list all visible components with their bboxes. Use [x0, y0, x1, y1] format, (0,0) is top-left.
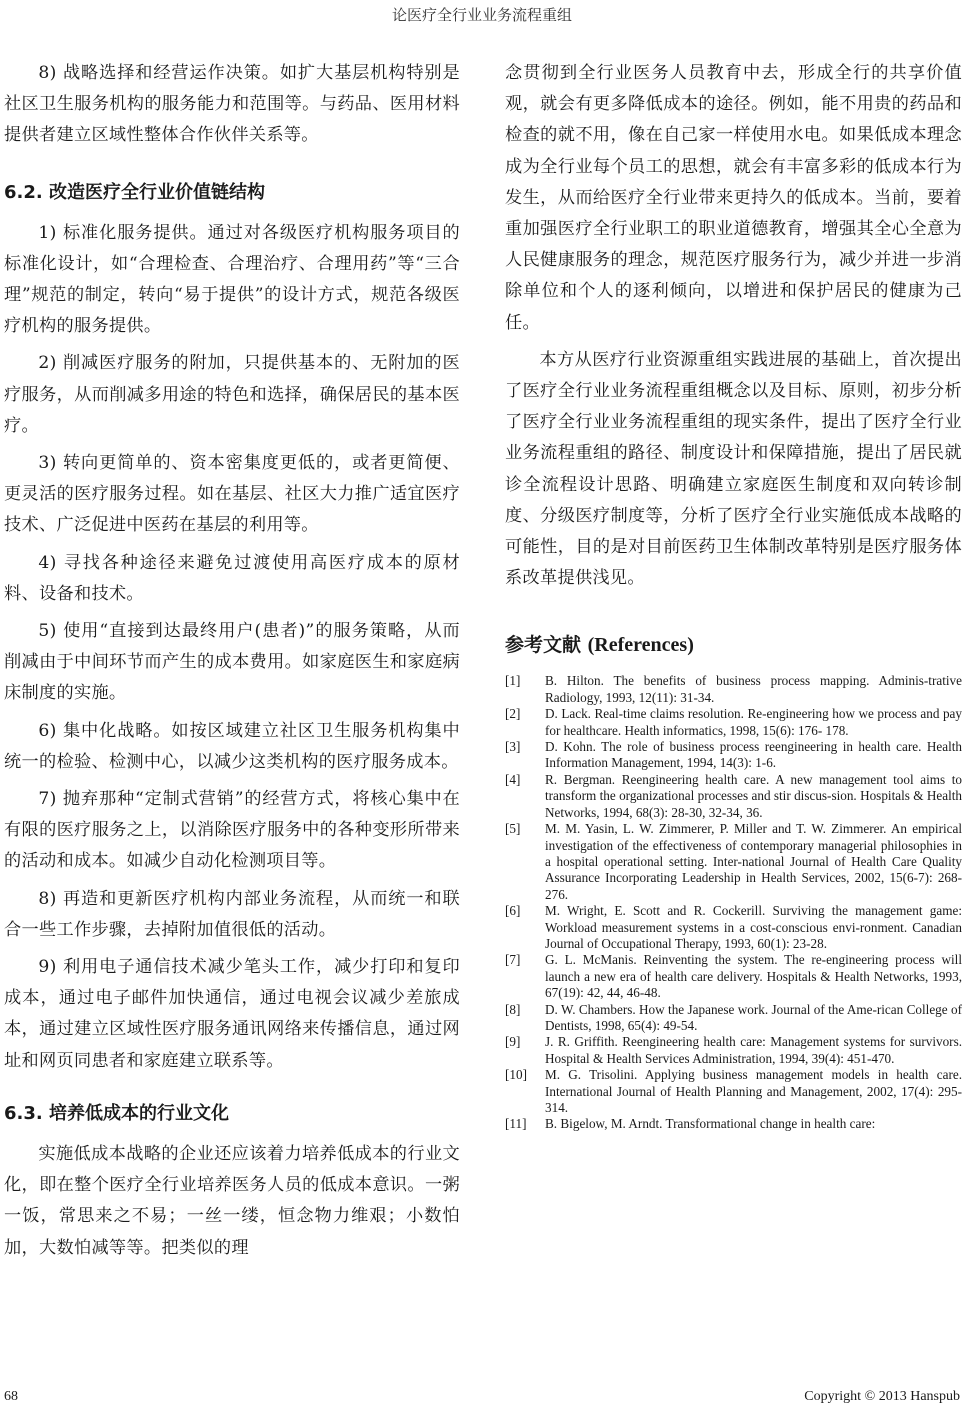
paragraph-conclusion: 本方从医疗行业资源重组实践进展的基础上，首次提出了医疗全行业业务流程重组概念以及目标、原则，初步分析了医疗全行业业务流程重组的现实条件，提出了医疗全行业业务流程重组的路径、制度设计和保障措施，提出了居民就诊全流程设计思路、明确建立家庭医生制度和双向转诊制度、分级医疗制度等，分析了医疗全行业实施低成本战略的可能性，目的是对目前医药卫生体制改革特别是医疗服务体系改革提供浅见。	[505, 349, 962, 589]
reference-number: [5]	[505, 821, 521, 837]
copyright-notice: Copyright © 2013 Hanspub	[804, 1389, 960, 1404]
reference-item	[505, 952, 962, 1001]
references-heading	[505, 630, 962, 657]
list-item: 9) 利用电子通信技术减少笔头工作，减少打印和复印成本，通过电子邮件加快通信，通过电视会议减少差旅成本，通过建立区域性医疗服务通讯网络来传播信息，通过网址和网页同患者和家庭建立联系等。	[4, 957, 460, 1071]
list-item: 2) 削减医疗服务的附加，只提供基本的、无附加的医疗服务，从而削减多用途的特色和选择，确保居民的基本医疗。	[4, 353, 460, 436]
reference-list	[505, 673, 962, 1132]
left-column	[4, 58, 460, 1264]
reference-number: [11]	[505, 1116, 527, 1132]
reference-item	[505, 1116, 962, 1132]
running-header: 论医疗全行业业务流程重组	[391, 6, 572, 24]
reference-text: D. Lack. Real-time claims resolution. Re-engineering how we process and pay for healthcare. Health informatics, 1998, 15(6): 176- 178.	[545, 706, 962, 738]
list-item: 6) 集中化战略。如按区域建立社区卫生服务机构集中统一的检验、检测中心，以减少这类机构的医疗服务成本。	[4, 720, 460, 772]
reference-number: [9]	[505, 1034, 521, 1050]
reference-number: [6]	[505, 903, 521, 919]
section-heading-6-2: 6.2. 改造医疗全行业价值链结构	[4, 181, 265, 203]
reference-number: [10]	[505, 1067, 527, 1083]
page-number: 68	[4, 1389, 18, 1404]
reference-text: M. G. Trisolini. Applying business management models in health care. International Journal of Health Planning and Management, 2002, 17(4): 295-314.	[545, 1067, 962, 1116]
reference-item	[505, 772, 962, 821]
paragraph-intro: 8) 战略选择和经营运作决策。如扩大基层机构特别是社区卫生服务机构的服务能力和范围等。与药品、医用材料提供者建立区域性整体合作伙伴关系等。	[4, 63, 460, 146]
list-item: 1) 标准化服务提供。通过对各级医疗机构服务项目的标准化设计，如“合理检查、合理治疗、合理用药”等“三合理”规范的制定，转向“易于提供”的设计方式，规范各级医疗机构的服务提供。	[4, 222, 460, 337]
reference-item	[505, 1067, 962, 1116]
paragraph-continued: 念贯彻到全行业医务人员教育中去，形成全行的共享价值观，就会有更多降低成本的途径。例如，能不用贵的药品和检查的就不用，像在自己家一样使用水电。如果低成本理念成为全行业每个员工的思想，就会有丰富多彩的低成本行为发生，从而给医疗全行业带来更持久的低成本。当前，要着重加强医疗全行业职工的职业道德教育，增强其全心全意为人民健康服务的理念，规范医疗服务行为，减少并进一步消除单位和个人的逐利倾向，以增进和保护居民的健康为己任。	[505, 63, 962, 333]
references-heading-en: (References)	[587, 634, 694, 657]
reference-text: M. M. Yasin, L. W. Zimmerer, P. Miller and T. W. Zimmerer. An empirical investigation of the effectiveness of contemporary managerial philosophies in a hospital operational setting. Inter-national Journal of Health Care Quality Assurance Incorporating Leadership in Health Services, 2002, 15(6-7): 268-276.	[545, 821, 962, 902]
list-item: 4) 寻找各种途径来避免过渡使用高医疗成本的原材料、设备和技术。	[4, 552, 460, 604]
reference-item	[505, 821, 962, 903]
section-heading-6-3: 6.3. 培养低成本的行业文化	[4, 1102, 229, 1124]
reference-text: J. R. Griffith. Reengineering health care: Management systems for survivors. Hospital & Health Services Administration, 1994, 39(4): 451-470.	[545, 1034, 962, 1066]
right-column	[505, 58, 962, 1133]
reference-number: [4]	[505, 771, 521, 787]
reference-text: D. W. Chambers. How the Japanese work. Journal of the Ame-rican College of Dentists, 1998, 65(4): 49-54.	[545, 1001, 962, 1033]
reference-item	[505, 706, 962, 739]
reference-text: G. L. McManis. Reinventing the system. The re-engineering process will launch a new era of health care delivery. Hospitals & Health Networks, 1993, 67(19): 42, 44, 46-48.	[545, 952, 962, 1001]
reference-item	[505, 1034, 962, 1067]
reference-number: [1]	[505, 673, 521, 689]
reference-item	[505, 903, 962, 952]
reference-number: [8]	[505, 1001, 521, 1017]
reference-text: B. Hilton. The benefits of business process mapping. Adminis-trative Radiology, 1993, 12(11): 31-34.	[545, 673, 962, 705]
paragraph-6-3: 实施低成本战略的企业还应该着力培养低成本的行业文化，即在整个医疗全行业培养医务人员的低成本意识。一粥一饭，常思来之不易；一丝一缕，恒念物力维艰；小数怕加，大数怕减等等。把类似的理	[4, 1143, 460, 1258]
list-item: 8) 再造和更新医疗机构内部业务流程，从而统一和联合一些工作步骤，去掉附加值很低的活动。	[4, 888, 460, 940]
list-item: 7) 抛弃那种“定制式营销”的经营方式，将核心集中在有限的医疗服务之上，以消除医疗服务中的各种变形所带来的活动和成本。如减少自动化检测项目等。	[4, 789, 460, 872]
list-item: 3) 转向更简单的、资本密集度更低的，或者更简便、更灵活的医疗服务过程。如在基层、社区大力推广适宜医疗技术、广泛促进中医药在基层的利用等。	[4, 453, 460, 536]
reference-text: B. Bigelow, M. Arndt. Transformational change in health care:	[545, 1116, 876, 1132]
reference-text: M. Wright, E. Scott and R. Cockerill. Surviving the management game: Workload measurement systems in a cost-conscious envi-ronment. Canadian Journal of Occupational Therapy, 1993, 60(1): 23-28.	[545, 903, 962, 951]
reference-number: [2]	[505, 706, 521, 722]
reference-item	[505, 673, 962, 706]
reference-item	[505, 1002, 962, 1035]
reference-item	[505, 739, 962, 772]
reference-number: [3]	[505, 739, 521, 755]
reference-text: D. Kohn. The role of business process reengineering in health care. Health Information Management, 1994, 14(3): 1-6.	[545, 739, 962, 771]
reference-number: [7]	[505, 952, 521, 968]
reference-text: R. Bergman. Reengineering health care. A new management tool aims to transform the organizational processes and stir discus-sion. Hospitals & Health Networks, 1994, 68(3): 28-30, 32-34, 36.	[545, 771, 962, 820]
list-item: 5) 使用“直接到达最终用户(患者)”的服务策略，从而削减由于中间环节而产生的成本费用。如家庭医生和家庭病床制度的实施。	[4, 621, 460, 704]
references-heading-cn: 参考文献	[505, 634, 582, 657]
